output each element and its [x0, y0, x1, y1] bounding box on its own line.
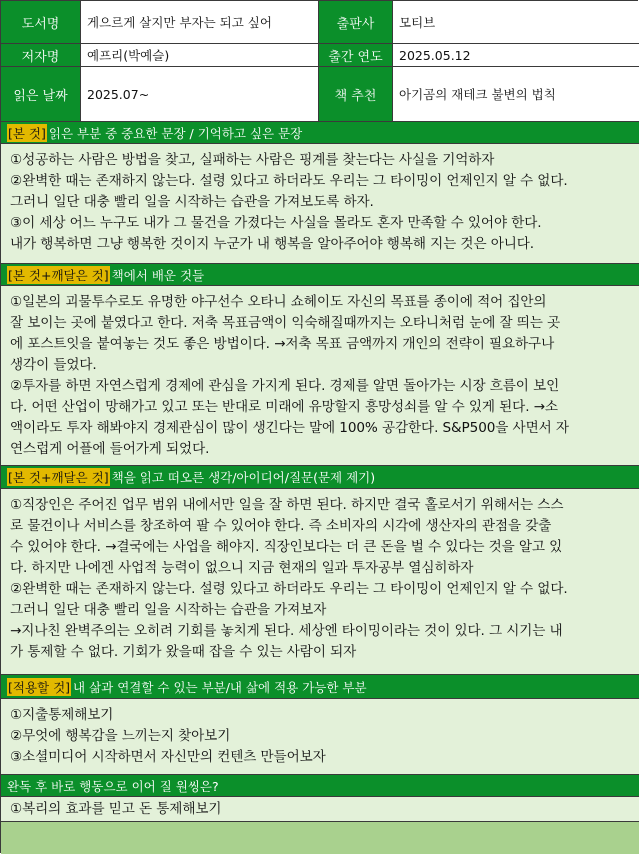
section-line: ①복리의 효과를 믿고 돈 통제해보기 [10, 801, 222, 817]
publisher-label: 출판사 [319, 1, 393, 44]
section-line: 로 물건이나 서비스를 창조하여 팔 수 있어야 한다. 즉 소비자의 시각에 생산자의 관점을 갖출 [10, 518, 552, 534]
info-row-readdate [1, 67, 639, 122]
section-line: 다. 하지만 나에겐 사업적 능력이 없으니 지금 현재의 일과 투자공부 열심히하자 [10, 560, 474, 576]
recommend-label: 책 추천 [319, 67, 393, 122]
section-line: ①일본의 괴물투수로도 유명한 야구선수 오타니 쇼헤이도 자신의 목표를 종이에 적어 집안의 [10, 294, 547, 310]
section-line: ②완벽한 때는 존재하지 않는다. 설령 있다고 하더라도 우리는 그 타이밍이 언제인지 알 수 없다. [10, 173, 568, 189]
info-row-author [1, 44, 639, 67]
section-heading: 완독 후 바로 행동으로 이어 질 원씽은? [7, 778, 219, 794]
section-body-apply [1, 699, 639, 775]
section-line: ①지출통제해보기 [10, 707, 114, 723]
section-header-quotes [1, 122, 639, 144]
section-line: 연스럽게 어플에 들어가게 되었다. [10, 441, 210, 457]
section-line: ②완벽한 때는 존재하지 않는다. 설령 있다고 하더라도 우리는 그 타이밍이 언제인지 알 수 없다. [10, 581, 568, 597]
section-line: ①직장인은 주어진 업무 범위 내에서만 일을 잘 하면 된다. 하지만 결국 홀로서기 위해서는 스스 [10, 497, 564, 513]
section-line: ①성공하는 사람은 방법을 찾고, 실패하는 사람은 핑계를 찾는다는 사실을 기억하자 [10, 152, 495, 168]
section-line: 에 포스트잇을 붙여놓는 것도 좋은 방법이다. →저축 목표 금액까지 개인의 전략이 필요하구나 [10, 336, 555, 352]
section-header-learned [1, 264, 639, 286]
section-body-onething [1, 797, 639, 822]
section-heading: 책에서 배운 것들 [111, 267, 205, 283]
author-label: 저자명 [1, 44, 81, 67]
section-line: 그러니 일단 대충 빨리 일을 시작하는 습관을 가져보자 [10, 602, 327, 618]
section-tag: [본 것] [8, 125, 46, 141]
section-line: 다. 어떤 산업이 망해가고 있고 또는 반대로 미래에 유망할지 흥망성쇠를 알 수 있게 된다. →소 [10, 399, 558, 415]
footer-band [1, 822, 639, 854]
title-value: 게으르게 살지만 부자는 되고 싶어 [81, 1, 319, 44]
readdate-label: 읽은 날짜 [1, 67, 81, 122]
section-heading: 책을 읽고 떠오른 생각/아이디어/질문(문제 제기) [111, 470, 376, 485]
section-body-ideas [1, 489, 639, 675]
info-row-title [1, 1, 639, 44]
section-line: →지나친 완벽주의는 오히려 기회를 놓치게 된다. 세상엔 타이밍이라는 것이 있다. 그 시기는 내 [10, 623, 563, 639]
section-line: 수 있어야 한다. →결국에는 사업을 해야지. 직장인보다는 더 큰 돈을 벌 수 있다는 것을 알고 있 [10, 539, 563, 555]
section-header-ideas [1, 466, 639, 489]
section-line: ②투자를 하면 자연스럽게 경제에 관심을 가지게 된다. 경제를 알면 돌아가는 시장 흐름이 보인 [10, 378, 560, 394]
pubdate-label: 출간 연도 [319, 44, 393, 67]
publisher-value: 모티브 [393, 1, 639, 44]
section-line: ③소셜미디어 시작하면서 자신만의 컨텐츠 만들어보자 [10, 749, 326, 765]
author-value: 예프리(박예슬) [81, 44, 319, 67]
section-header-onething [1, 775, 639, 797]
section-tag: [본 것+깨달은 것] [8, 470, 109, 485]
section-tag: [적용할 것] [8, 679, 71, 695]
recommend-value: 아기곰의 재테크 불변의 법칙 [393, 67, 639, 122]
section-body-learned [1, 286, 639, 466]
readdate-value: 2025.07~ [81, 67, 319, 122]
title-label: 도서명 [1, 1, 81, 44]
section-header-apply [1, 675, 639, 699]
section-line: 내가 행복하면 그냥 행복한 것이지 누군가 내 행복을 알아주어야 행복해 지는 것은 아니다. [10, 236, 535, 252]
section-heading: 읽은 부분 중 중요한 문장 / 기억하고 싶은 문장 [48, 125, 303, 141]
section-line: 그러니 일단 대충 빨리 일을 시작하는 습관을 가져보도록 하자. [10, 194, 374, 210]
section-tag: [본 것+깨달은 것] [8, 267, 109, 283]
section-line: 잘 보이는 곳에 붙였다고 한다. 저축 목표금액이 익숙해질때까지는 오타니처럼 눈에 잘 띄는 곳 [10, 315, 561, 331]
pubdate-value: 2025.05.12 [393, 44, 639, 67]
section-line: ③이 세상 어느 누구도 내가 그 물건을 가졌다는 사실을 몰라도 혼자 만족할 수 있어야 한다. [10, 215, 542, 231]
section-line: 생각이 들었다. [10, 357, 97, 373]
section-line: ②무엇에 행복감을 느끼는지 찾아보기 [10, 728, 231, 744]
section-line: 액이라도 투자 해봐야지 경제관심이 많이 생긴다는 말에 100% 공감한다. S&P500을 사면서 자 [10, 420, 569, 436]
section-line: 가 통제할 수 없다. 기회가 왔을때 잡을 수 있는 사람이 되자 [10, 644, 357, 660]
section-body-quotes [1, 144, 639, 264]
section-heading: 내 삶과 연결할 수 있는 부분/내 삶에 적용 가능한 부분 [73, 679, 367, 695]
